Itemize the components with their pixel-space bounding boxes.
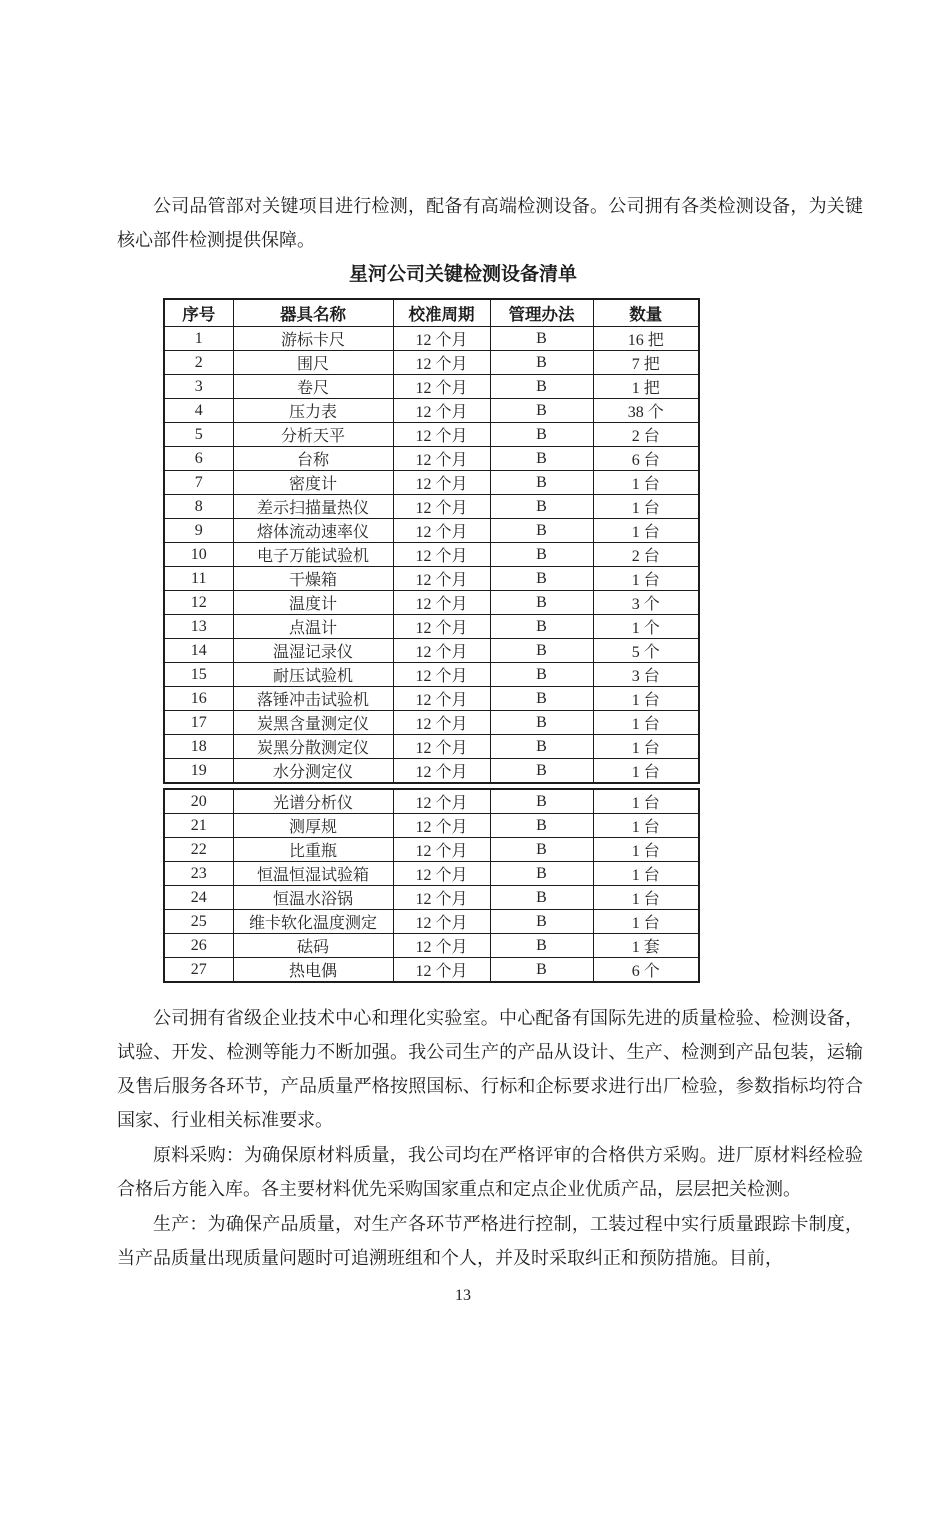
table-cell: 分析天平 bbox=[233, 423, 393, 447]
table-cell: 12 个月 bbox=[393, 519, 490, 543]
table-cell: 1 台 bbox=[593, 471, 699, 495]
table-cell: 1 台 bbox=[593, 886, 699, 910]
table-cell: 3 bbox=[164, 375, 233, 399]
table-cell: B bbox=[490, 591, 593, 615]
table-row bbox=[164, 886, 699, 910]
table-cell: 2 台 bbox=[593, 543, 699, 567]
procurement-paragraph: 原料采购：为确保原材料质量，我公司均在严格评审的合格供方采购。进厂原材料经检验合格后方能入库。各主要材料优先采购国家重点和定点企业优质产品，层层把关检测。 bbox=[117, 1145, 863, 1199]
table-cell: B bbox=[490, 423, 593, 447]
table-cell: 20 bbox=[164, 789, 233, 814]
table-cell: 3 台 bbox=[593, 663, 699, 687]
table-cell: 1 台 bbox=[593, 735, 699, 759]
table-cell: 13 bbox=[164, 615, 233, 639]
table-cell: 6 台 bbox=[593, 447, 699, 471]
header-cell-seq: 序号 bbox=[164, 299, 233, 327]
table-row bbox=[164, 423, 699, 447]
table-header-row bbox=[164, 299, 699, 327]
table-cell: B bbox=[490, 934, 593, 958]
table-cell: 12 个月 bbox=[393, 711, 490, 735]
table-cell: 12 个月 bbox=[393, 447, 490, 471]
table-cell: B bbox=[490, 471, 593, 495]
table-cell: 25 bbox=[164, 910, 233, 934]
table-cell: 12 个月 bbox=[393, 327, 490, 351]
table-cell: 12 个月 bbox=[393, 471, 490, 495]
table-row bbox=[164, 789, 699, 814]
table-cell: 12 个月 bbox=[393, 639, 490, 663]
table-row bbox=[164, 519, 699, 543]
table-cell: 差示扫描量热仪 bbox=[233, 495, 393, 519]
equipment-table-part-2 bbox=[163, 788, 700, 983]
table-row bbox=[164, 814, 699, 838]
table-row bbox=[164, 351, 699, 375]
table-cell: 23 bbox=[164, 862, 233, 886]
table-row bbox=[164, 711, 699, 735]
table-cell: 1 台 bbox=[593, 687, 699, 711]
header-cell-method: 管理办法 bbox=[490, 299, 593, 327]
table-cell: 11 bbox=[164, 567, 233, 591]
table-cell: 12 个月 bbox=[393, 567, 490, 591]
production-paragraph: 生产：为确保产品质量，对生产各环节严格进行控制，工装过程中实行质量跟踪卡制度，当产品质量出现质量问题时可追溯班组和个人，并及时采取纠正和预防措施。目前， bbox=[117, 1214, 863, 1268]
table-cell: 14 bbox=[164, 639, 233, 663]
document-page bbox=[0, 189, 937, 1514]
table-cell: B bbox=[490, 663, 593, 687]
table-row bbox=[164, 862, 699, 886]
table-cell: B bbox=[490, 495, 593, 519]
table-cell: 1 台 bbox=[593, 759, 699, 784]
header-cell-name: 器具名称 bbox=[233, 299, 393, 327]
header-cell-period: 校准周期 bbox=[393, 299, 490, 327]
table-cell: 12 bbox=[164, 591, 233, 615]
table-cell: 1 套 bbox=[593, 934, 699, 958]
table-cell: 6 bbox=[164, 447, 233, 471]
table-cell: 温湿记录仪 bbox=[233, 639, 393, 663]
table-cell: 1 把 bbox=[593, 375, 699, 399]
table-row bbox=[164, 567, 699, 591]
table-cell: 围尺 bbox=[233, 351, 393, 375]
page-content bbox=[117, 189, 863, 1311]
table-cell: 耐压试验机 bbox=[233, 663, 393, 687]
table-cell: B bbox=[490, 327, 593, 351]
table-cell: 2 台 bbox=[593, 423, 699, 447]
table-cell: B bbox=[490, 838, 593, 862]
table-cell: 12 个月 bbox=[393, 934, 490, 958]
table-row bbox=[164, 471, 699, 495]
table-cell: 1 台 bbox=[593, 567, 699, 591]
table-cell: 1 台 bbox=[593, 814, 699, 838]
table-cell: 19 bbox=[164, 759, 233, 784]
table-cell: 5 个 bbox=[593, 639, 699, 663]
table-cell: 5 bbox=[164, 423, 233, 447]
table-row bbox=[164, 639, 699, 663]
table-cell: 12 个月 bbox=[393, 910, 490, 934]
table-cell: 24 bbox=[164, 886, 233, 910]
table-row bbox=[164, 910, 699, 934]
table-cell: 1 台 bbox=[593, 910, 699, 934]
table-row bbox=[164, 687, 699, 711]
table-cell: 12 个月 bbox=[393, 814, 490, 838]
table-cell: B bbox=[490, 615, 593, 639]
table-cell: 1 个 bbox=[593, 615, 699, 639]
table-cell: 1 台 bbox=[593, 789, 699, 814]
intro-paragraph: 公司品管部对关键项目进行检测，配备有高端检测设备。公司拥有各类检测设备，为关键核心部件检测提供保障。 bbox=[117, 196, 863, 250]
table-cell: 12 个月 bbox=[393, 789, 490, 814]
table-cell: B bbox=[490, 543, 593, 567]
table-cell: 8 bbox=[164, 495, 233, 519]
table-cell: 1 台 bbox=[593, 862, 699, 886]
table-cell: 12 个月 bbox=[393, 351, 490, 375]
table-cell: B bbox=[490, 447, 593, 471]
table-cell: 12 个月 bbox=[393, 735, 490, 759]
table-row bbox=[164, 838, 699, 862]
table-cell: 27 bbox=[164, 958, 233, 983]
table-cell: B bbox=[490, 351, 593, 375]
table-row bbox=[164, 615, 699, 639]
page-number: 13 bbox=[455, 1287, 471, 1304]
table-cell: B bbox=[490, 519, 593, 543]
table-cell: 10 bbox=[164, 543, 233, 567]
table-cell: 9 bbox=[164, 519, 233, 543]
table-cell: 比重瓶 bbox=[233, 838, 393, 862]
table-cell: 12 个月 bbox=[393, 543, 490, 567]
table-cell: 1 bbox=[164, 327, 233, 351]
table-cell: B bbox=[490, 910, 593, 934]
table-cell: B bbox=[490, 375, 593, 399]
table-cell: 2 bbox=[164, 351, 233, 375]
table-cell: 压力表 bbox=[233, 399, 393, 423]
table-cell: 12 个月 bbox=[393, 838, 490, 862]
table-row bbox=[164, 543, 699, 567]
table-cell: B bbox=[490, 639, 593, 663]
table-cell: 12 个月 bbox=[393, 375, 490, 399]
table-cell: 温度计 bbox=[233, 591, 393, 615]
table-cell: 干燥箱 bbox=[233, 567, 393, 591]
table-cell: 38 个 bbox=[593, 399, 699, 423]
table-cell: 12 个月 bbox=[393, 958, 490, 983]
table-cell: B bbox=[490, 886, 593, 910]
table-cell: 16 bbox=[164, 687, 233, 711]
table-cell: 电子万能试验机 bbox=[233, 543, 393, 567]
table-cell: 12 个月 bbox=[393, 663, 490, 687]
equipment-table bbox=[163, 298, 698, 983]
equipment-table-part-1 bbox=[163, 298, 700, 784]
table-cell: 游标卡尺 bbox=[233, 327, 393, 351]
table-cell: 12 个月 bbox=[393, 495, 490, 519]
table-cell: 26 bbox=[164, 934, 233, 958]
table-cell: B bbox=[490, 789, 593, 814]
table-cell: 12 个月 bbox=[393, 423, 490, 447]
table-cell: 台称 bbox=[233, 447, 393, 471]
table-cell: 12 个月 bbox=[393, 687, 490, 711]
table-cell: 卷尺 bbox=[233, 375, 393, 399]
table-cell: 4 bbox=[164, 399, 233, 423]
table-row bbox=[164, 934, 699, 958]
table-row bbox=[164, 591, 699, 615]
table-cell: 12 个月 bbox=[393, 886, 490, 910]
table-row bbox=[164, 495, 699, 519]
table-row bbox=[164, 759, 699, 784]
table-cell: B bbox=[490, 687, 593, 711]
table-cell: 1 台 bbox=[593, 711, 699, 735]
table-cell: 7 bbox=[164, 471, 233, 495]
table-row bbox=[164, 958, 699, 983]
table-cell: 恒温恒湿试验箱 bbox=[233, 862, 393, 886]
table-cell: 16 把 bbox=[593, 327, 699, 351]
table-cell: 12 个月 bbox=[393, 759, 490, 784]
tech-center-paragraph: 公司拥有省级企业技术中心和理化实验室。中心配备有国际先进的质量检验、检测设备，试验、开发、检测等能力不断加强。我公司生产的产品从设计、生产、检测到产品包装，运输及售后服务各环节，产品质量严格按照国标、行标和企标要求进行出厂检验，参数指标均符合国家、行业相关标准要求。 bbox=[117, 1008, 863, 1130]
table-cell: 12 个月 bbox=[393, 591, 490, 615]
equipment-table-body-2 bbox=[164, 789, 699, 982]
table-cell: 炭黑含量测定仪 bbox=[233, 711, 393, 735]
table-cell: 炭黑分散测定仪 bbox=[233, 735, 393, 759]
table-cell: 1 台 bbox=[593, 519, 699, 543]
table-cell: 光谱分析仪 bbox=[233, 789, 393, 814]
table-cell: 熔体流动速率仪 bbox=[233, 519, 393, 543]
table-cell: 18 bbox=[164, 735, 233, 759]
table-cell: 水分测定仪 bbox=[233, 759, 393, 784]
table-cell: 热电偶 bbox=[233, 958, 393, 983]
table-cell: B bbox=[490, 567, 593, 591]
table-cell: B bbox=[490, 735, 593, 759]
table-cell: B bbox=[490, 958, 593, 983]
table-cell: 1 台 bbox=[593, 495, 699, 519]
table-cell: 21 bbox=[164, 814, 233, 838]
table-row bbox=[164, 375, 699, 399]
table-title: 星河公司关键检测设备清单 bbox=[348, 264, 577, 285]
table-cell: B bbox=[490, 862, 593, 886]
table-cell: 6 个 bbox=[593, 958, 699, 983]
table-row bbox=[164, 447, 699, 471]
table-cell: 3 个 bbox=[593, 591, 699, 615]
table-cell: 17 bbox=[164, 711, 233, 735]
table-row bbox=[164, 327, 699, 351]
table-cell: B bbox=[490, 759, 593, 784]
table-cell: 砝码 bbox=[233, 934, 393, 958]
table-cell: 12 个月 bbox=[393, 399, 490, 423]
table-row bbox=[164, 663, 699, 687]
table-cell: 点温计 bbox=[233, 615, 393, 639]
table-cell: 维卡软化温度测定 bbox=[233, 910, 393, 934]
table-cell: B bbox=[490, 711, 593, 735]
table-cell: 7 把 bbox=[593, 351, 699, 375]
table-cell: 测厚规 bbox=[233, 814, 393, 838]
table-cell: 15 bbox=[164, 663, 233, 687]
table-cell: 22 bbox=[164, 838, 233, 862]
table-row bbox=[164, 399, 699, 423]
equipment-table-body-1 bbox=[164, 327, 699, 784]
table-cell: 密度计 bbox=[233, 471, 393, 495]
table-cell: 1 台 bbox=[593, 838, 699, 862]
table-cell: B bbox=[490, 399, 593, 423]
table-row bbox=[164, 735, 699, 759]
header-cell-qty: 数量 bbox=[593, 299, 699, 327]
table-cell: 12 个月 bbox=[393, 862, 490, 886]
table-cell: 落锤冲击试验机 bbox=[233, 687, 393, 711]
table-cell: 12 个月 bbox=[393, 615, 490, 639]
table-cell: B bbox=[490, 814, 593, 838]
table-cell: 恒温水浴锅 bbox=[233, 886, 393, 910]
